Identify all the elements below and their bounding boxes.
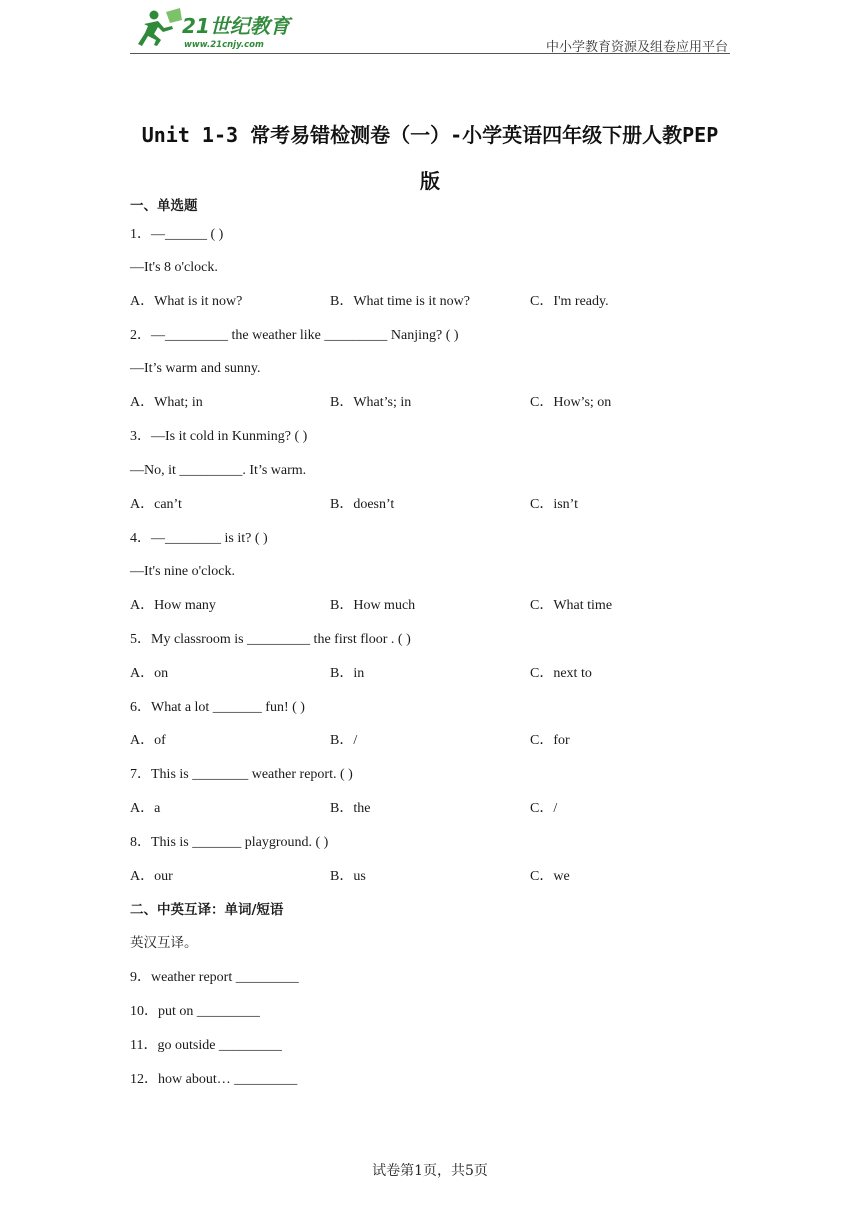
option-b: B．in bbox=[330, 666, 365, 681]
section-instruction: 英汉互译。 bbox=[130, 935, 198, 951]
question-sub: —No, it _________. It’s warm. bbox=[130, 463, 307, 478]
question-stem: 7．This is ________ weather report. ( ) bbox=[130, 767, 353, 782]
question-stem: 2．—_________ the weather like _________ Nanjing? ( ) bbox=[130, 328, 459, 343]
option-c: C．/ bbox=[530, 801, 558, 816]
question-stem: 1．—______ ( ) bbox=[130, 227, 224, 242]
question-stem: 6．What a lot _______ fun! ( ) bbox=[130, 700, 305, 715]
option-b: B．us bbox=[330, 869, 366, 884]
option-b: B．/ bbox=[330, 733, 358, 748]
question-sub: —It's 8 o'clock. bbox=[130, 260, 218, 275]
option-c: C．for bbox=[530, 733, 570, 748]
document-title bbox=[130, 112, 730, 204]
option-b: B．What time is it now? bbox=[330, 294, 470, 309]
translation-item: 12．how about… _________ bbox=[130, 1072, 298, 1087]
translation-item: 9．weather report _________ bbox=[130, 970, 299, 985]
option-a: A．a bbox=[130, 801, 161, 816]
header-divider bbox=[130, 53, 730, 54]
platform-name: 中小学教育资源及组卷应用平台 bbox=[545, 40, 728, 55]
question-stem: 3．—Is it cold in Kunming? ( ) bbox=[130, 429, 308, 444]
site-logo bbox=[130, 6, 300, 50]
option-b: B．How much bbox=[330, 598, 416, 613]
translation-item: 11．go outside _________ bbox=[130, 1038, 282, 1053]
question-sub: —It's nine o'clock. bbox=[130, 564, 235, 579]
question-sub: —It’s warm and sunny. bbox=[130, 361, 261, 376]
runner-icon bbox=[138, 8, 182, 46]
option-a: A．How many bbox=[130, 598, 216, 613]
question-stem: 4．—________ is it? ( ) bbox=[130, 531, 268, 546]
option-c: C．we bbox=[530, 869, 570, 884]
page-header bbox=[130, 6, 730, 56]
option-c: C．isn’t bbox=[530, 497, 578, 512]
title-line-2: 版 bbox=[420, 169, 440, 193]
translation-item: 10．put on _________ bbox=[130, 1004, 260, 1019]
option-c: C．How’s; on bbox=[530, 395, 612, 410]
option-b: B．What’s; in bbox=[330, 395, 412, 410]
option-b: B．the bbox=[330, 801, 371, 816]
option-b: B．doesn’t bbox=[330, 497, 395, 512]
option-a: A．of bbox=[130, 733, 166, 748]
title-line-1: Unit 1-3 常考易错检测卷（一）-小学英语四年级下册人教PEP bbox=[141, 123, 719, 147]
section-heading-single-choice: 一、单选题 bbox=[130, 198, 198, 214]
question-stem: 5．My classroom is _________ the first floor . ( ) bbox=[130, 632, 411, 647]
option-a: A．What is it now? bbox=[130, 294, 243, 309]
page-footer: 试卷第1页，共5页 bbox=[372, 1163, 488, 1179]
option-a: A．can’t bbox=[130, 497, 182, 512]
section-heading-translation: 二、中英互译：单词/短语 bbox=[130, 902, 284, 918]
option-c: C．What time bbox=[530, 598, 613, 613]
logo-text: 21世纪教育 bbox=[182, 14, 290, 38]
logo-url: www.21cnjy.com bbox=[184, 40, 264, 50]
option-c: C．I'm ready. bbox=[530, 294, 609, 309]
option-c: C．next to bbox=[530, 666, 592, 681]
question-stem: 8．This is _______ playground. ( ) bbox=[130, 835, 329, 850]
option-a: A．What; in bbox=[130, 395, 203, 410]
option-a: A．on bbox=[130, 666, 169, 681]
option-a: A．our bbox=[130, 869, 173, 884]
